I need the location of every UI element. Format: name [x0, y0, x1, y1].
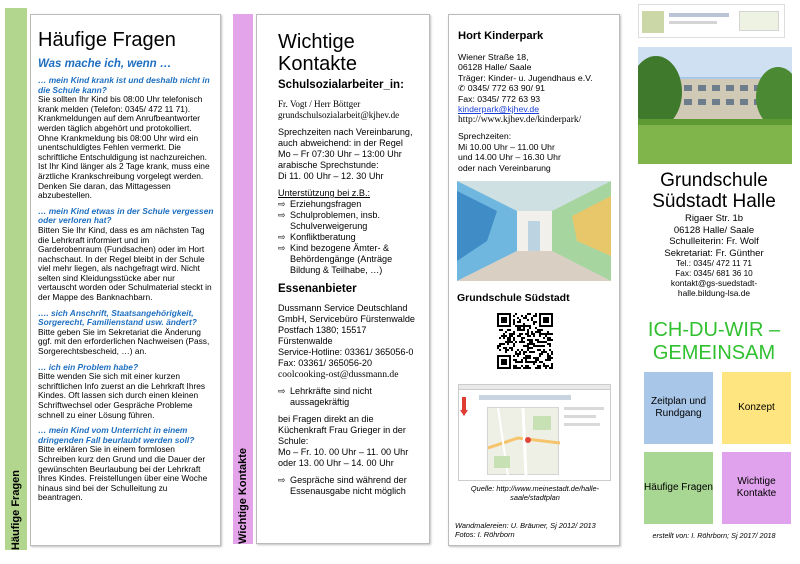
- food-line: Postfach 1380; 15517: [278, 325, 367, 335]
- faq-question: … mein Kind krank ist und deshalb nicht in die Schule kann?: [38, 75, 210, 95]
- slogan-line: ICH-DU-WIR –: [647, 319, 781, 341]
- down-arrow-icon: [462, 397, 466, 411]
- faq-answer: Bitte geben Sie im Sekretariat die Änderung ggf. mit den erforderlichen Nachweisen (Pass, Sorgerechtsbescheid, …) an.: [38, 326, 210, 357]
- food-line: Fürstenwalde: [278, 336, 333, 346]
- side-strip-faq: [5, 8, 27, 550]
- cover-credit: erstellt von: I. Röhrborn; Sj 2017/ 2018: [652, 531, 776, 540]
- box-faq[interactable]: [644, 452, 713, 524]
- faq-question: … mein Kind etwas in der Schule vergessen oder verloren hat?: [38, 205, 214, 226]
- support-item: ⇨ Erziehungsfragen: [278, 199, 421, 210]
- logo-banner: [638, 4, 785, 38]
- food-ask-line: Schule:: [278, 436, 309, 446]
- support-heading: Unterstützung bei z.B.:: [278, 188, 370, 198]
- hort-hours: und 14.00 Uhr – 16.30 Uhr: [458, 152, 561, 162]
- food-line: Dussmann Service Deutschland: [278, 303, 408, 313]
- hort-address: Wiener Straße 18,: [458, 51, 529, 62]
- cover-slogan: [630, 319, 798, 365]
- hort-address: 06128 Halle/ Saale: [458, 62, 532, 72]
- food-heading: Essenanbieter: [278, 283, 357, 295]
- food-ask-line: oder 13. 00 Uhr – 14. 00 Uhr: [278, 458, 394, 468]
- faq-panel: [30, 14, 221, 546]
- food-ask-line: Mo – Fr. 10. 00 Uhr – 11. 00 Uhr: [278, 447, 409, 457]
- cover-school-name: [630, 170, 798, 212]
- hort-hours-head: Sprechzeiten:: [458, 131, 512, 141]
- hort-fax: Fax: 0345/ 772 63 93: [458, 93, 541, 104]
- faq-list: [38, 76, 214, 503]
- cover-city: 06128 Halle/ Saale: [673, 224, 755, 236]
- food-note-list: [278, 475, 421, 497]
- arrow-head-icon: [460, 410, 468, 416]
- support-item: ⇨ Konfliktberatung: [278, 232, 421, 243]
- support-item: ⇨ Schulproblemen, insb. Schulverweigerung: [278, 210, 421, 232]
- social-email[interactable]: grundschulsozialarbeit@kjhev.de: [278, 110, 400, 120]
- food-note: ⇨ Lehrkräfte sind nicht aussagekräftig: [278, 386, 421, 408]
- food-ask-line: bei Fragen direkt an die: [278, 414, 374, 424]
- contacts-title: Wichtige Kontakte: [278, 31, 357, 75]
- hort-hours: oder nach Vereinbarung: [458, 162, 551, 173]
- social-hours-line: arabische Sprechstunde:: [278, 160, 379, 170]
- cover-mail-line[interactable]: kontakt@gs-suedstadt-: [670, 278, 758, 288]
- map-source: [452, 484, 618, 502]
- box-label: Häufige Fragen: [644, 482, 713, 493]
- support-list: [278, 199, 421, 276]
- box-label: Konzept: [738, 402, 775, 413]
- box-schedule[interactable]: [644, 372, 713, 444]
- strip-label-contacts: Wichtige Kontakte: [237, 448, 249, 544]
- cover-school-line: Grundschule: [660, 170, 768, 191]
- hort-email-link[interactable]: kinderpark@kjhev.de: [458, 104, 540, 114]
- faq-answer: Bitte wenden Sie sich mit einer kurzen schriftlichen Info zuerst an die Lehrkraft Ihres Kindes. Oft lassen sich durch einen kleinen Schriftwechsel oder Gespräche Probleme schnell zu einer Lösung führen.: [38, 371, 206, 420]
- school-heading: Grundschule Südstadt: [457, 292, 570, 304]
- qr-code: [497, 313, 553, 369]
- faq-question: … mein Kind vom Unterricht in einem dringenden Fall beurlaubt werden soll?: [38, 425, 195, 445]
- strip-label-faq: Häufige Fragen: [10, 469, 22, 550]
- box-label: Zeitplan und Rundgang: [650, 396, 707, 419]
- faq-answer: Sie sollten Ihr Kind bis 08:00 Uhr telefonisch krank melden (Telefon: 0345/ 472 11 71). Krankmeldungen auf dem Anrufbeantworter werden täglich abgehört und protokolliert. Ohne Krankmeldung bis 08:00 Uhr wird ein unentschuldigtes Fehlen vermerkt. Die schriftliche Entschuldigung ist nachzureichen. Ist Ihr Kind länger als 2 Tage krank, muss eine ärztliche Krankschreibung vorgelegt werden. Denken Sie daran, das Mittagessen abzubestellen.: [38, 94, 210, 201]
- food-note-list: [278, 386, 421, 408]
- hort-web-link[interactable]: http://www.kjhev.de/kinderpark/: [458, 114, 582, 125]
- social-hours-line: auch abweichend: in der Regel: [278, 138, 403, 148]
- social-hours-line: Sprechzeiten nach Vereinbarung,: [278, 127, 413, 137]
- faq-subtitle: Was mache ich, wenn …: [38, 58, 172, 70]
- school-photo: [638, 47, 792, 164]
- social-hours-line: Mo – Fr 07:30 Uhr – 13:00 Uhr: [278, 149, 402, 159]
- cover-school-line: Südstadt Halle: [652, 191, 776, 212]
- food-email[interactable]: coolcooking-ost@dussmann.de: [278, 369, 399, 380]
- faq-title: Häufige Fragen: [38, 29, 176, 51]
- cover-street: Rigaer Str. 1b: [684, 213, 744, 224]
- faq-answer: Bitten Sie Ihr Kind, dass es am nächsten Tag die Lehrkraft informiert und im Garderobenraum (Fundsachen) oder im Hort nachschaut. In der Regel bleibt in der Schule viel mehr liegen, als nachgefragt wird. Nicht selten sind Kleidungsstücke aber nur vertauscht worden oder Schulmaterial steckt in der Mappe des Banknachbarn.: [38, 224, 212, 303]
- credit-line: Fotos: I. Röhrborn: [455, 530, 515, 539]
- faq-question: … ich ein Problem habe?: [38, 361, 139, 372]
- hort-phone-row: [458, 83, 611, 94]
- cover-mail-line[interactable]: halle.bildung-lsa.de: [677, 288, 751, 298]
- hort-phone: 0345/ 772 63 90/ 91: [467, 83, 545, 93]
- cover-secretary: Sekretariat: Fr. Günther: [664, 247, 764, 259]
- map-source-line: Quelle: http://www.meinestadt.de/halle-: [470, 484, 600, 493]
- food-line: Fax: 03361/ 365056-20: [278, 358, 373, 368]
- box-label: Wichtige Kontakte: [736, 476, 777, 499]
- cover-head: Schulleiterin: Fr. Wolf: [669, 236, 759, 247]
- contacts-panel: [256, 14, 430, 544]
- cover-tel: Tel.: 0345/ 472 11 71: [676, 259, 752, 268]
- hort-hours: Mi 10.00 Uhr – 11.00 Uhr: [458, 141, 555, 152]
- social-heading: Schulsozialarbeiter_in:: [278, 79, 404, 91]
- cover-info: [630, 213, 798, 298]
- cover-fax: Fax: 0345/ 681 36 10: [675, 268, 753, 278]
- food-ask-line: Küchenkraft Frau Grieger in der: [278, 425, 406, 435]
- social-names: Fr. Vogt / Herr Böttger: [278, 99, 361, 109]
- food-line: GmbH, Servicebüro Fürstenwalde: [278, 314, 415, 324]
- map-source-line: saale/stadtplan: [510, 493, 560, 502]
- faq-answer: Bitte erklären Sie in einem formlosen Schreiben kurz den Grund und die Dauer der gewünschten Beurlaubung bei der Lehrkraft Ihres Kindes. Freistellungen über eine Woche hinaus sind bei der Schulleitung zu beantragen.: [38, 444, 208, 503]
- side-strip-contacts: [233, 14, 253, 544]
- credit-line: Wandmalereien: U. Bräuner, Sj 2012/ 2013: [455, 521, 596, 530]
- faq-question: …. sich Anschrift, Staatsangehörigkeit, Sorgerecht, Familienstand usw. ändert?: [38, 307, 197, 328]
- slogan-line: GEMEINSAM: [652, 342, 776, 364]
- photo-credits: [455, 521, 621, 539]
- hort-heading: Hort Kinderpark: [458, 30, 544, 42]
- food-line: Service-Hotline: 03361/ 365056-0: [278, 347, 414, 357]
- hort-address: Träger: Kinder- u. Jugendhaus e.V.: [458, 72, 593, 83]
- box-contacts[interactable]: [722, 452, 791, 524]
- food-note: ⇨ Gespräche sind während der Essenausgabe nicht möglich: [278, 475, 421, 497]
- map-screenshot: [458, 384, 611, 481]
- box-concept[interactable]: [722, 372, 791, 444]
- phone-icon: ✆: [458, 83, 468, 93]
- support-item: ⇨ Kind bezogene Ämter- & Behördengänge (Anträge Bildung & Teilhabe, …): [278, 243, 421, 276]
- map-view[interactable]: [487, 407, 559, 475]
- social-hours-line: Di 11. 00 Uhr – 12. 30 Uhr: [278, 171, 384, 181]
- hallway-photo: [457, 181, 611, 281]
